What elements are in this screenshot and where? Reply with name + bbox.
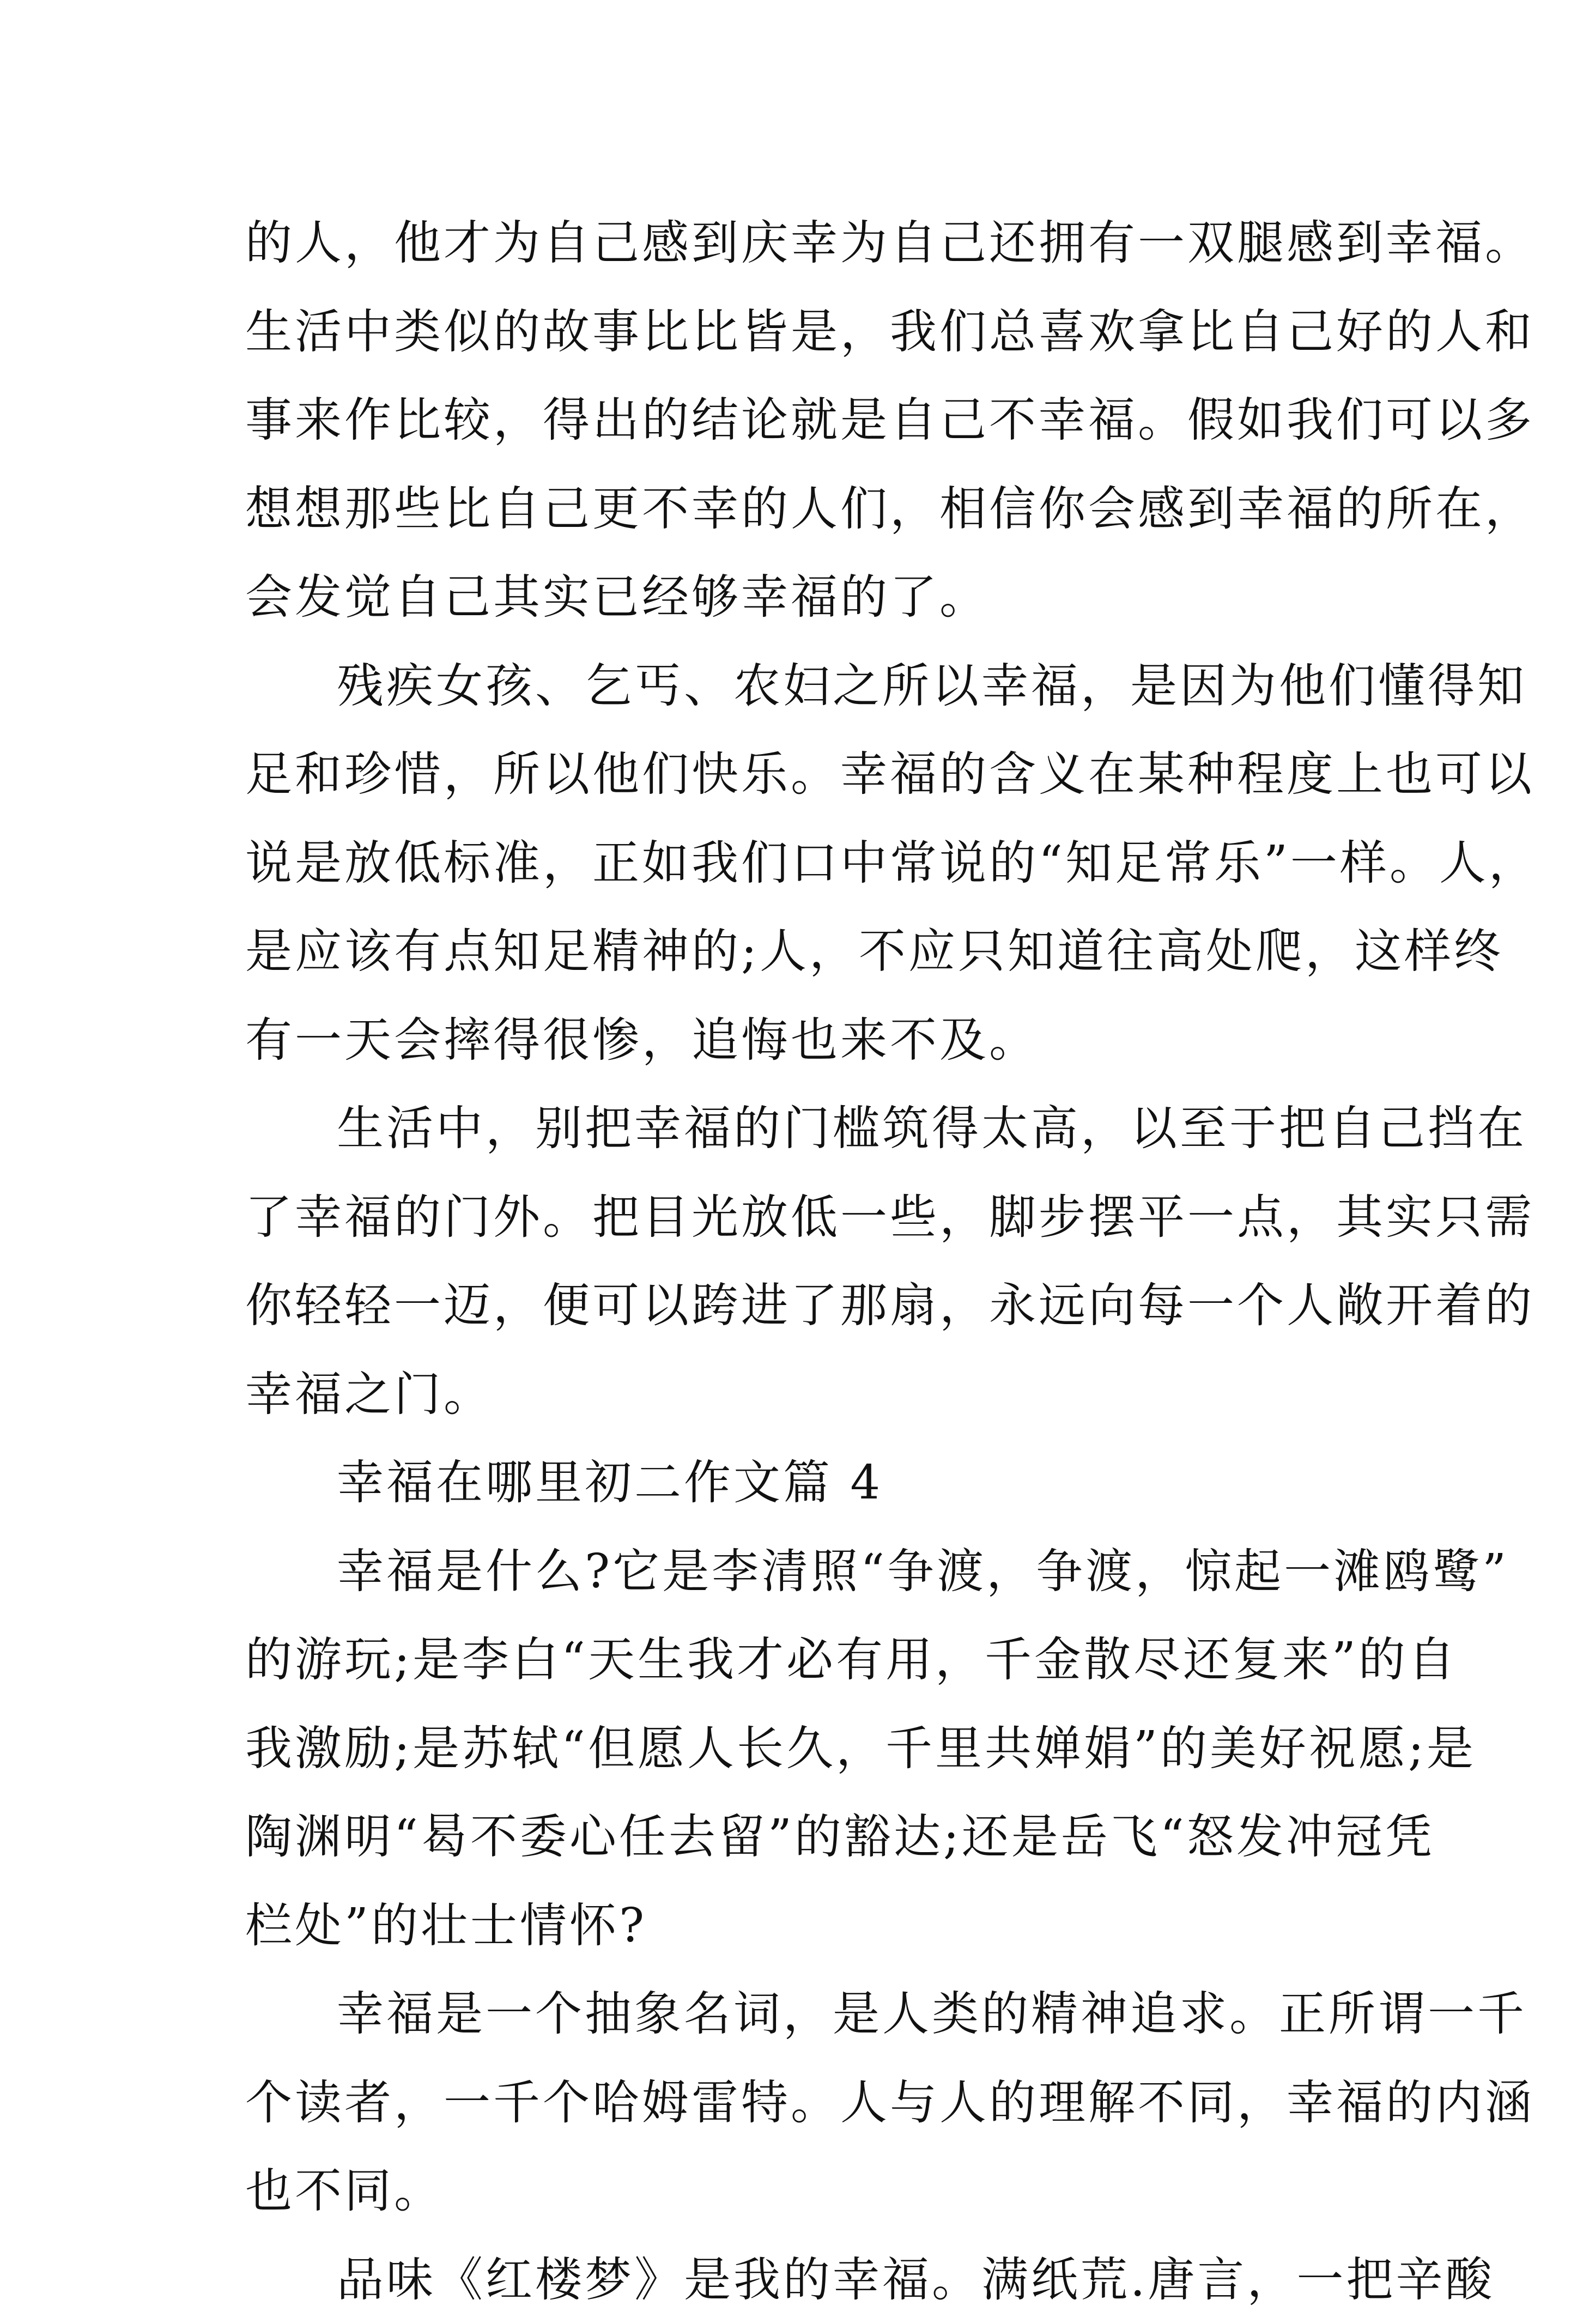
- paragraph-first-line: 残疾女孩、乞丐、农妇之所以幸福，是因为他们懂得知: [245, 642, 1341, 731]
- text-line: 了幸福的门外。把目光放低一些，脚步摆平一点，其实只需: [245, 1173, 1341, 1262]
- text-line: 也不同。: [245, 2147, 1341, 2236]
- paragraph-first-line: 幸福是什么?它是李清照“争渡，争渡，惊起一滩鸥鹭”: [245, 1527, 1341, 1616]
- text-line: 的游玩;是李白“天生我才必有用，千金散尽还复来”的自: [245, 1616, 1341, 1704]
- text-line: 幸福之门。: [245, 1350, 1341, 1439]
- text-line: 会发觉自己其实已经够幸福的了。: [245, 553, 1341, 642]
- text-line: 的人，他才为自己感到庆幸为自己还拥有一双腿感到幸福。: [245, 199, 1341, 288]
- text-line: 有一天会摔得很惨，追悔也来不及。: [245, 996, 1341, 1085]
- text-line: 陶渊明“曷不委心任去留”的豁达;还是岳飞“怒发冲冠凭: [245, 1793, 1341, 1882]
- text-line: 足和珍惜，所以他们快乐。幸福的含义在某种程度上也可以: [245, 730, 1341, 819]
- text-line: 事来作比较，得出的结论就是自己不幸福。假如我们可以多: [245, 376, 1341, 465]
- text-line: 个读者，一千个哈姆雷特。人与人的理解不同，幸福的内涵: [245, 2059, 1341, 2147]
- text-line: 是应该有点知足精神的;人，不应只知道往高处爬，这样终: [245, 907, 1341, 996]
- paragraph-first-line: 品味《红楼梦》是我的幸福。满纸荒.唐言，一把辛酸: [245, 2236, 1341, 2324]
- text-line: 你轻轻一迈，便可以跨进了那扇，永远向每一个人敞开着的: [245, 1261, 1341, 1350]
- text-line: 说是放低标准，正如我们口中常说的“知足常乐”一样。人，: [245, 819, 1341, 908]
- paragraph-first-line: 幸福是一个抽象名词，是人类的精神追求。正所谓一千: [245, 1970, 1341, 2059]
- text-line: 我激励;是苏轼“但愿人长久，千里共婵娟”的美好祝愿;是: [245, 1704, 1341, 1793]
- text-line: 栏处”的壮士情怀?: [245, 1882, 1341, 1970]
- section-heading: 幸福在哪里初二作文篇 4: [245, 1439, 1341, 1527]
- document-body: [245, 199, 1341, 2324]
- text-line: 想想那些比自己更不幸的人们，相信你会感到幸福的所在，: [245, 465, 1341, 554]
- paragraph-first-line: 生活中，别把幸福的门槛筑得太高，以至于把自己挡在: [245, 1084, 1341, 1173]
- text-line: 生活中类似的故事比比皆是，我们总喜欢拿比自己好的人和: [245, 288, 1341, 377]
